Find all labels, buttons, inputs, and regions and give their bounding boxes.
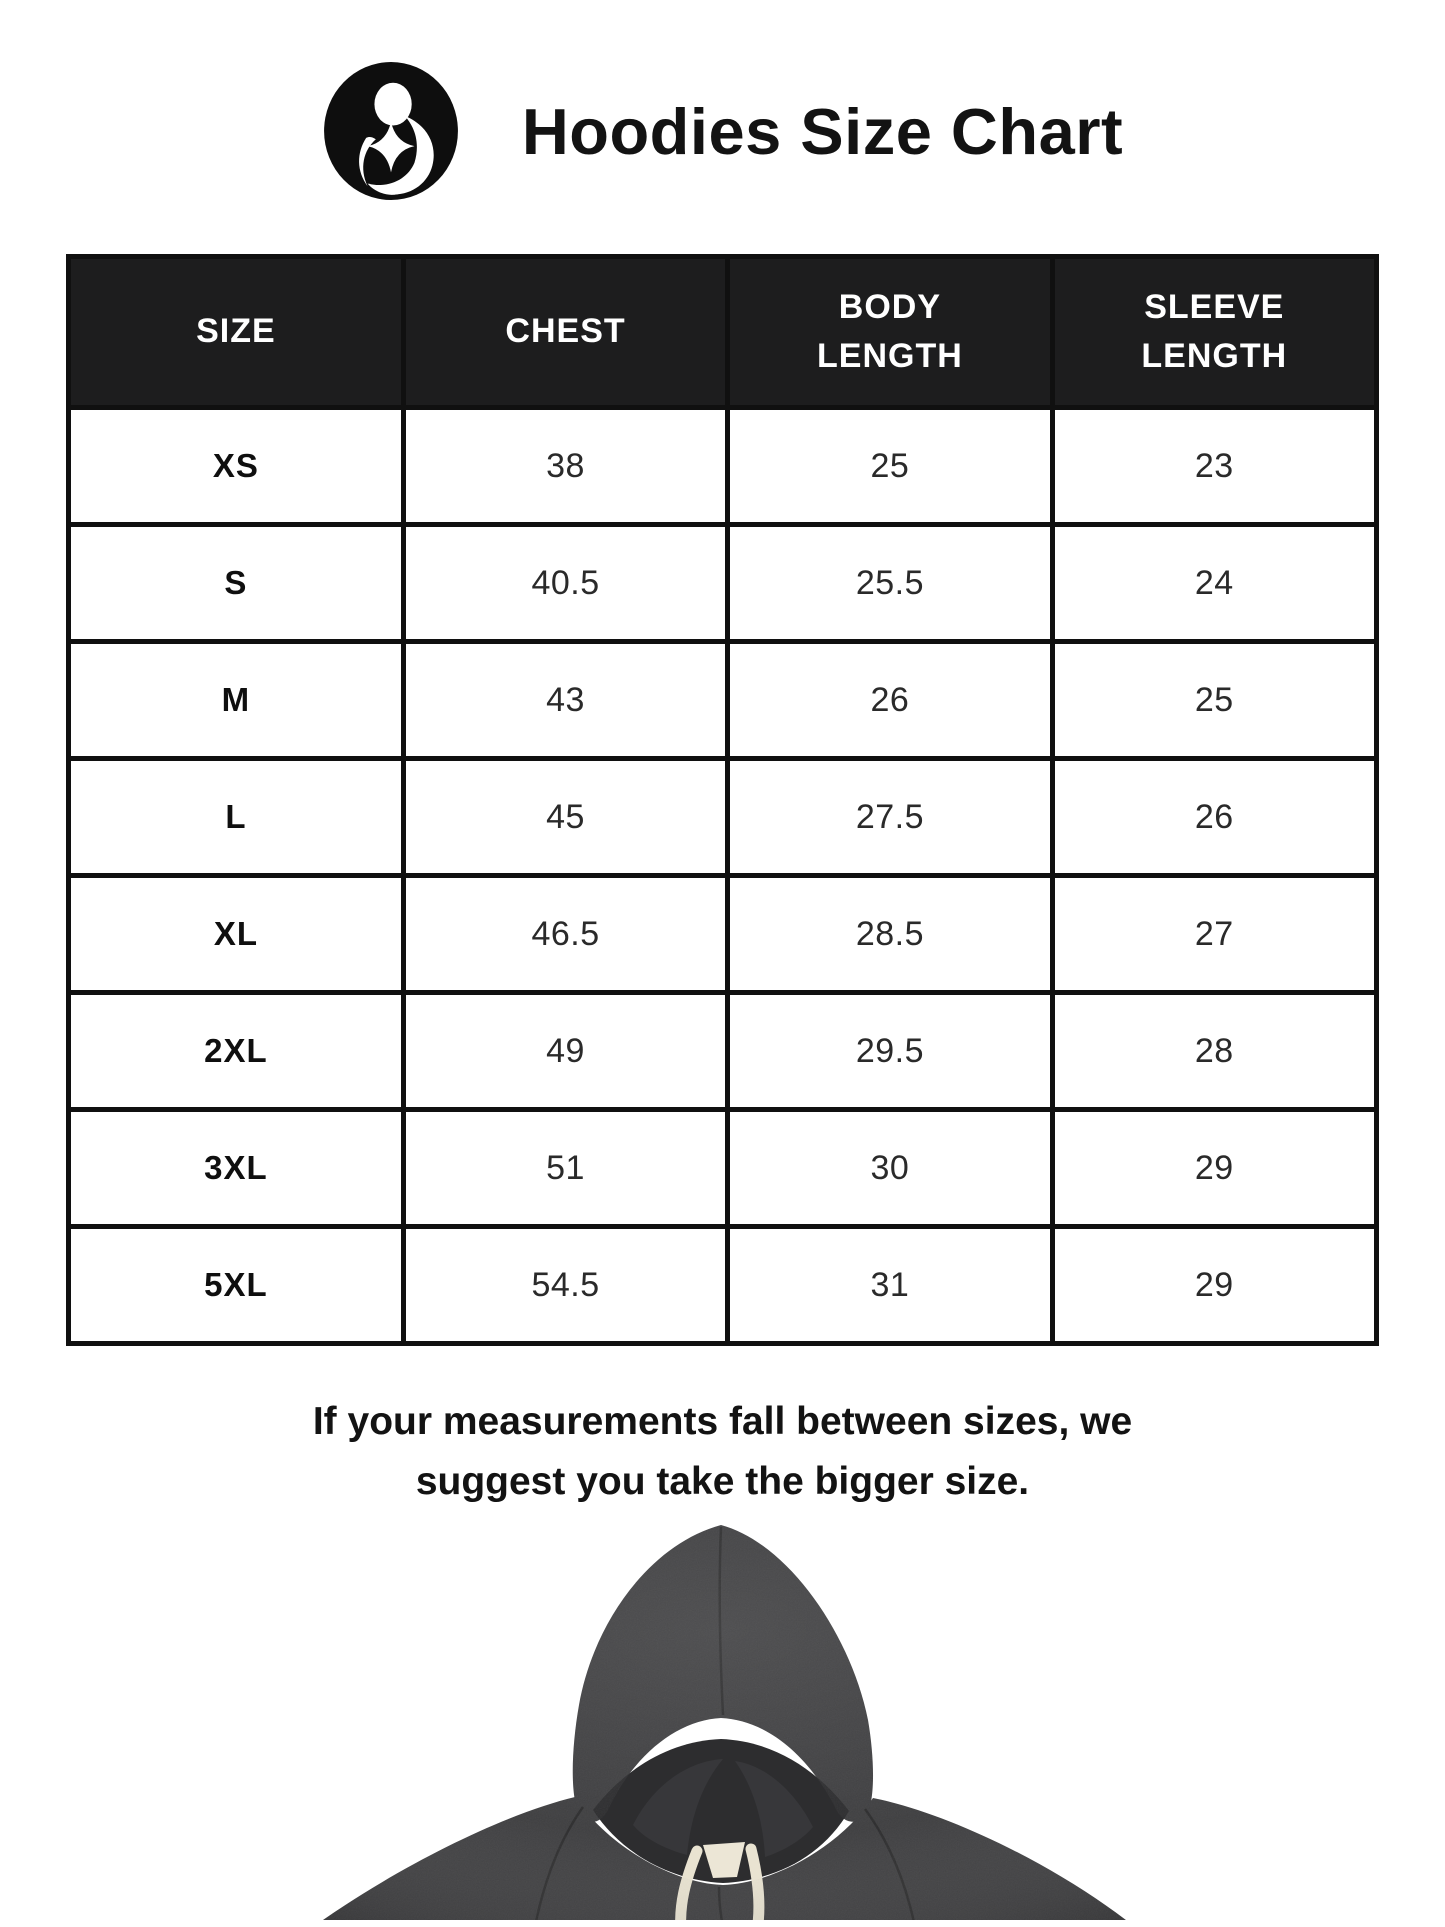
value-cell: 27 xyxy=(1052,876,1376,993)
value-cell: 26 xyxy=(1052,759,1376,876)
value-cell: 23 xyxy=(1052,408,1376,525)
size-cell: 2XL xyxy=(69,993,404,1110)
value-cell: 25 xyxy=(728,408,1052,525)
table-row xyxy=(69,1227,1377,1344)
size-cell: L xyxy=(69,759,404,876)
table-row xyxy=(69,525,1377,642)
header xyxy=(0,0,1445,202)
size-note-line1: If your measurements fall between sizes, we xyxy=(312,1400,1133,1443)
size-cell: XL xyxy=(69,876,404,993)
value-cell: 24 xyxy=(1052,525,1376,642)
size-note xyxy=(0,1392,1445,1513)
size-cell: M xyxy=(69,642,404,759)
column-header: SIZE xyxy=(69,257,404,408)
value-cell: 45 xyxy=(403,759,727,876)
value-cell: 38 xyxy=(403,408,727,525)
value-cell: 29 xyxy=(1052,1227,1376,1344)
hoodie-photo xyxy=(283,1515,1163,1920)
size-table xyxy=(66,254,1379,1346)
column-header: CHEST xyxy=(403,257,727,408)
value-cell: 25.5 xyxy=(728,525,1052,642)
size-cell: 5XL xyxy=(69,1227,404,1344)
table-row xyxy=(69,993,1377,1110)
value-cell: 40.5 xyxy=(403,525,727,642)
column-header: SLEEVE LENGTH xyxy=(1052,257,1376,408)
table-row xyxy=(69,876,1377,993)
table-row xyxy=(69,1110,1377,1227)
table-row xyxy=(69,408,1377,525)
value-cell: 43 xyxy=(403,642,727,759)
table-row xyxy=(69,759,1377,876)
value-cell: 54.5 xyxy=(403,1227,727,1344)
size-cell: 3XL xyxy=(69,1110,404,1227)
table-row xyxy=(69,642,1377,759)
value-cell: 49 xyxy=(403,993,727,1110)
value-cell: 31 xyxy=(728,1227,1052,1344)
size-table-body xyxy=(69,408,1377,1344)
value-cell: 51 xyxy=(403,1110,727,1227)
size-cell: XS xyxy=(69,408,404,525)
value-cell: 26 xyxy=(728,642,1052,759)
brand-logo-icon xyxy=(322,60,460,202)
value-cell: 28 xyxy=(1052,993,1376,1110)
size-cell: S xyxy=(69,525,404,642)
column-header: BODY LENGTH xyxy=(728,257,1052,408)
value-cell: 27.5 xyxy=(728,759,1052,876)
value-cell: 28.5 xyxy=(728,876,1052,993)
page-title: Hoodies Size Chart xyxy=(521,94,1124,168)
size-note-line2: suggest you take the bigger size. xyxy=(415,1460,1030,1504)
size-table-header-row xyxy=(69,257,1377,408)
value-cell: 46.5 xyxy=(403,876,727,993)
value-cell: 29.5 xyxy=(728,993,1052,1110)
value-cell: 30 xyxy=(728,1110,1052,1227)
value-cell: 29 xyxy=(1052,1110,1376,1227)
value-cell: 25 xyxy=(1052,642,1376,759)
